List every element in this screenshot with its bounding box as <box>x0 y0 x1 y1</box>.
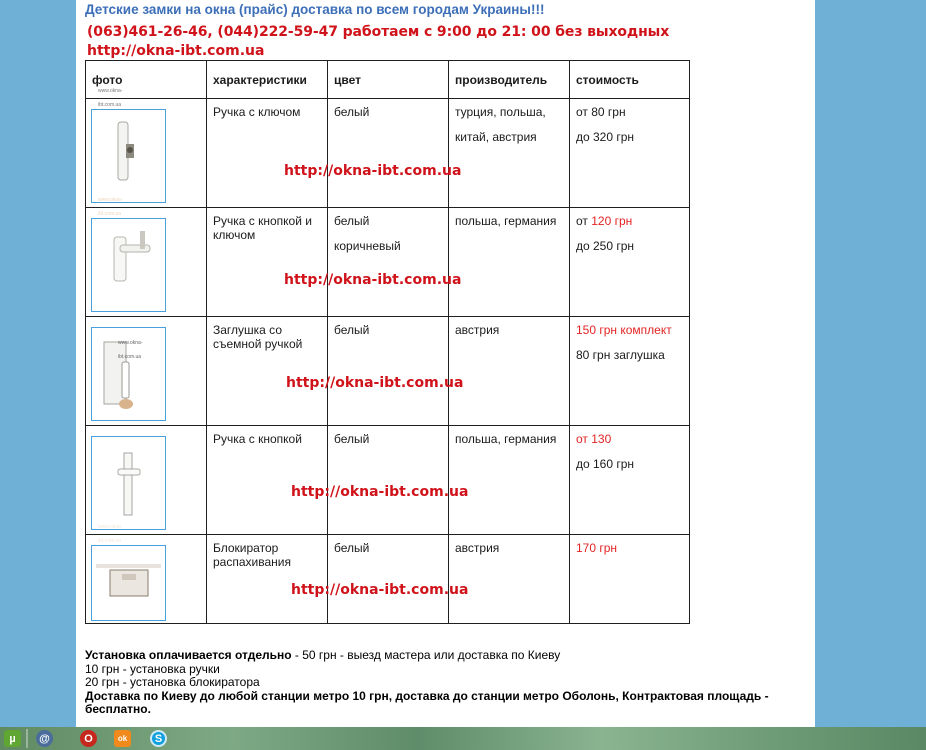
product-color: белый <box>334 432 370 446</box>
product-manufacturer: польша, германия <box>455 214 557 228</box>
table-row <box>86 208 690 317</box>
footer-notes <box>85 649 815 717</box>
taskbar-separator <box>26 729 28 748</box>
product-manufacturer: польша, германия <box>455 432 557 446</box>
table-row <box>86 317 690 426</box>
install-note: Установка оплачивается отдельно - 50 грн - выезд мастера или доставка по Киеву <box>85 648 561 662</box>
header-price: стоимость <box>570 61 690 99</box>
product-photo-handle-with-key[interactable] <box>91 109 166 203</box>
mail-agent-icon[interactable]: @ <box>36 730 53 747</box>
price-to: до 250 грн <box>576 239 635 253</box>
watermark-link[interactable]: http://okna-ibt.com.ua <box>284 272 462 288</box>
product-manufacturer: австрия <box>455 323 500 337</box>
page-content <box>76 0 815 727</box>
site-url-link[interactable]: http://okna-ibt.com.ua <box>87 43 265 59</box>
price-to: до 320 грн <box>576 130 635 144</box>
table-header-row <box>86 61 690 99</box>
contact-phones: (063)461-26-46, (044)222-59-47 работаем с 9:00 до 21: 00 без выходных <box>87 24 670 40</box>
price-table <box>85 60 690 624</box>
product-color: белый <box>334 105 370 119</box>
table-row <box>86 535 690 624</box>
page-title: Детские замки на окна (прайс) доставка по всем городам Украины!!! <box>85 2 545 17</box>
header-color: цвет <box>328 61 449 99</box>
price-from: от 120 грн <box>576 214 633 228</box>
product-photo-handle-button[interactable] <box>91 436 166 530</box>
table-row <box>86 99 690 208</box>
delivery-note: Доставка по Киеву до любой станции метро 10 грн, доставка до станции метро Оболонь, Контрактовая площадь - бесплатно. <box>85 688 769 716</box>
product-manufacturer: австрия <box>455 541 500 555</box>
product-color: белый <box>334 323 370 337</box>
price-to: 80 грн заглушка <box>576 348 665 362</box>
price-from: 150 грн комплект <box>576 323 672 337</box>
header-manufacturer: производитель <box>449 61 570 99</box>
watermark-link[interactable]: http://okna-ibt.com.ua <box>291 484 469 500</box>
skype-icon[interactable]: S <box>150 730 167 747</box>
product-photo-blank-plug[interactable] <box>91 327 166 421</box>
taskbar <box>0 727 926 750</box>
header-characteristics: характеристики <box>207 61 328 99</box>
product-color: белый <box>334 214 370 228</box>
product-name: Ручка с кнопкой <box>213 432 302 446</box>
product-color-alt: коричневый <box>334 239 401 253</box>
odnoklassniki-icon[interactable]: ok <box>114 730 131 747</box>
product-name: Ручка с ключом <box>213 105 301 119</box>
price-from: 170 грн <box>576 541 618 555</box>
utorrent-icon[interactable]: µ <box>4 730 21 747</box>
product-manufacturer: турция, польша, <box>455 105 546 119</box>
product-color: белый <box>334 541 370 555</box>
watermark-link[interactable]: http://okna-ibt.com.ua <box>284 163 462 179</box>
handle-install-note: 10 грн - установка ручки <box>85 661 220 676</box>
opera-icon[interactable]: O <box>80 730 97 747</box>
watermark-link[interactable]: http://okna-ibt.com.ua <box>291 582 469 598</box>
product-photo-handle-button-key[interactable] <box>91 218 166 312</box>
product-photo-sash-blocker[interactable] <box>91 545 166 621</box>
header-photo: фото <box>86 61 207 99</box>
product-manufacturer-line2: китай, австрия <box>455 130 537 144</box>
table-row <box>86 426 690 535</box>
price-from: от 130 <box>576 432 612 446</box>
blocker-install-note: 20 грн - установка блокиратора <box>85 675 260 689</box>
product-name: Ручка с кнопкой и ключом <box>213 214 312 242</box>
product-name: Блокиратор распахивания <box>213 541 291 569</box>
price-from: от 80 грн <box>576 105 626 119</box>
price-to: до 160 грн <box>576 457 635 471</box>
product-name: Заглушка со съемной ручкой <box>213 323 303 351</box>
watermark-link[interactable]: http://okna-ibt.com.ua <box>286 375 464 391</box>
